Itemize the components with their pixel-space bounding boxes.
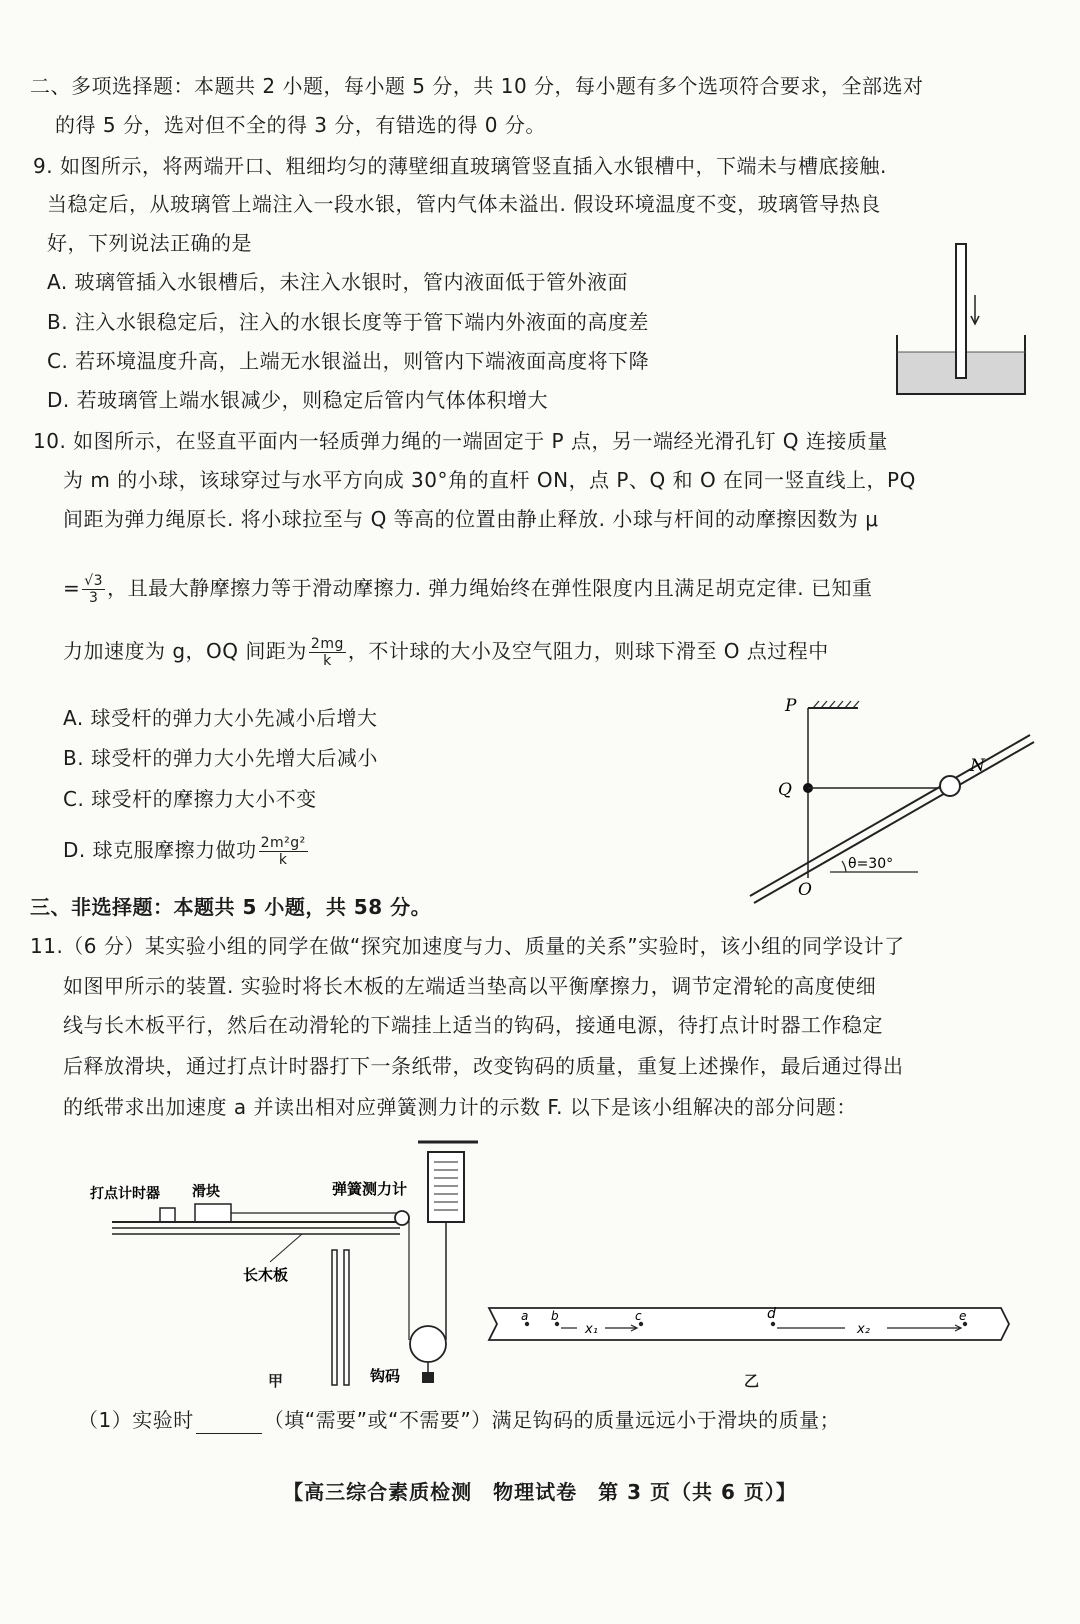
q11-part-1: （1）实验时 （填“需要”或“不需要”）满足钩码的质量远远小于滑块的质量； [78, 1408, 841, 1432]
q9-option-b: B. 注入水银稳定后，注入的水银长度等于管下端内外液面的高度差 [47, 310, 649, 334]
svg-text:x₂: x₂ [857, 1322, 870, 1337]
q11-stem-line-5: 的纸带求出加速度 a 并读出相对应弹簧测力计的示数 F. 以下是该小组解决的部分问题： [63, 1095, 857, 1119]
svg-text:长木板: 长木板 [243, 1266, 289, 1284]
q11-stem-line-1: 11.（6 分）某实验小组的同学在做“探究加速度与力、质量的关系”实验时，该小组的同学设计了 [30, 934, 905, 958]
board-leg-2 [344, 1250, 349, 1385]
svg-text:θ=30°: θ=30° [848, 856, 894, 872]
q10-stem-line-4: = $\frac{√3}{3}$ ，且最大静摩擦力等于滑动摩擦力. 弹力绳始终在弹性限度内且满足胡克定律. 已知重 [63, 573, 873, 606]
tape-outline [489, 1308, 1009, 1340]
q10-option-c: C. 球受杆的摩擦力大小不变 [63, 787, 317, 811]
q10-stem-line-3: 间距为弹力绳原长. 将小球拉至与 Q 等高的位置由静止释放. 小球与杆间的动摩擦因数为 μ [63, 507, 879, 531]
q9-option-d: D. 若玻璃管上端水银减少，则稳定后管内气体体积增大 [47, 388, 549, 412]
answer-blank[interactable] [196, 1413, 262, 1434]
q11-stem-line-4: 后释放滑块，通过打点计时器打下一条纸带，改变钩码的质量，重复上述操作，最后通过得出 [63, 1054, 904, 1078]
q10-option-b: B. 球受杆的弹力大小先增大后减小 [63, 746, 378, 770]
svg-text:b: b [551, 1309, 559, 1323]
mu-fraction: $\frac{√3}{3}$ [84, 573, 104, 606]
q9-stem-line-2: 当稳定后，从玻璃管上端注入一段水银，管内气体未溢出. 假设环境温度不变，玻璃管导热良 [47, 192, 881, 216]
svg-text:打点计时器: 打点计时器 [90, 1186, 160, 1202]
svg-text:滑块: 滑块 [192, 1184, 220, 1200]
q10-stem-line-1: 10. 如图所示，在竖直平面内一轻质弹力绳的一端固定于 P 点，另一端经光滑孔钉 Q 连接质量 [33, 429, 888, 453]
svg-text:a: a [521, 1309, 529, 1323]
figure-yi-caption: 乙 [744, 1372, 760, 1390]
svg-text:e: e [959, 1309, 967, 1323]
svg-text:弹簧测力计: 弹簧测力计 [332, 1180, 408, 1198]
q9-option-a: A. 玻璃管插入水银槽后，未注入水银时，管内液面低于管外液面 [47, 270, 629, 294]
section-2-header-line-1: 二、多项选择题：本题共 2 小题，每小题 5 分，共 10 分，每小题有多个选项符合要求，全部选对 [30, 74, 924, 98]
ball [940, 776, 960, 796]
glass-tube [956, 244, 966, 378]
board-leg-1 [332, 1250, 337, 1385]
q11-stem-line-2: 如图甲所示的装置. 实验时将长木板的左端适当垫高以平衡摩擦力，调节定滑轮的高度使细 [63, 974, 877, 998]
tape-dot-d [771, 1322, 775, 1326]
q9-option-c: C. 若环境温度升高，上端无水银溢出，则管内下端液面高度将下降 [47, 349, 650, 373]
q10-option-d: D. 球克服摩擦力做功 $\frac{\text{2m²g²}}{k}$ [63, 835, 306, 868]
svg-text:钩码: 钩码 [370, 1367, 401, 1385]
svg-text:Q: Q [778, 780, 792, 800]
fixed-pulley [395, 1211, 409, 1225]
q9-stem-line-1: 9. 如图所示，将两端开口、粗细均匀的薄壁细直玻璃管竖直插入水银槽中，下端未与槽底接触. [33, 154, 887, 178]
dot-timer [160, 1208, 175, 1222]
svg-text:P: P [785, 696, 797, 716]
figure-jia-caption: 甲 [268, 1372, 284, 1390]
work-fraction: $\frac{\text{2m²g²}}{k}$ [260, 835, 306, 868]
svg-text:O: O [798, 880, 812, 900]
section-2-header-line-2: 的得 5 分，选对但不全的得 3 分，有错选的得 0 分。 [55, 113, 546, 137]
q10-stem-line-2: 为 m 的小球，该球穿过与水平方向成 30°角的直杆 ON，点 P、Q 和 O 在同一竖直线上，PQ [63, 468, 916, 492]
q11-stem-line-3: 线与长木板平行，然后在动滑轮的下端挂上适当的钩码，接通电源，待打点计时器工作稳定 [63, 1013, 883, 1037]
section-3-header: 三、非选择题：本题共 5 小题，共 58 分。 [30, 895, 432, 919]
q10-option-a: A. 球受杆的弹力大小先减小后增大 [63, 706, 378, 730]
slider-block [195, 1204, 231, 1222]
angle-arc [842, 861, 846, 872]
q10-figure-rod-ball [768, 698, 1040, 903]
svg-text:d: d [767, 1306, 776, 1322]
q9-figure-mercury-trough [895, 240, 1030, 400]
svg-text:N: N [970, 756, 985, 776]
q9-stem-line-3: 好，下列说法正确的是 [47, 231, 252, 255]
page-footer: 【高三综合素质检测 物理试卷 第 3 页（共 6 页）】 [283, 1480, 797, 1504]
hook-weight [422, 1372, 434, 1383]
q10-stem-line-5: 力加速度为 g，OQ 间距为 $\frac{2mg}{k}$ ，不计球的大小及空气阻力，则球下滑至 O 点过程中 [63, 636, 829, 669]
q11-figure-jia-apparatus [90, 1140, 480, 1385]
rod-on-lower [754, 742, 1034, 903]
svg-text:c: c [635, 1309, 642, 1323]
svg-text:x₁: x₁ [585, 1322, 598, 1337]
moving-pulley [410, 1326, 446, 1362]
oq-fraction: $\frac{2mg}{k}$ [310, 636, 344, 669]
q11-figure-yi-paper-tape [485, 1300, 1015, 1365]
